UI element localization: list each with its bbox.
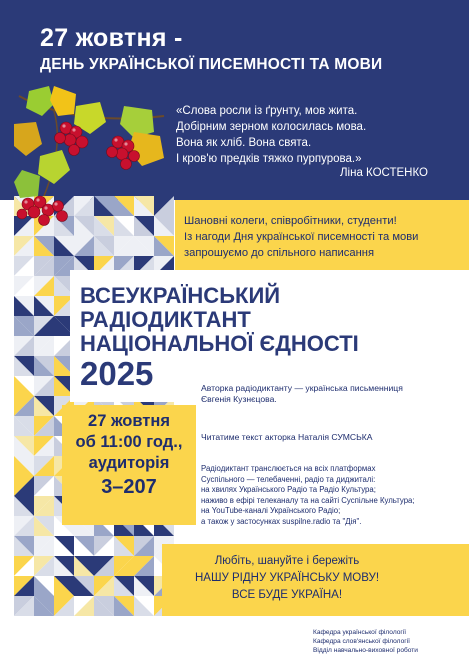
invitation-text (184, 213, 464, 261)
quote-line: Вона як хліб. Вона свята. (176, 137, 312, 149)
headline-year: 2025 (80, 355, 154, 392)
day-title: ДЕНЬ УКРАЇНСЬКОЇ ПИСЕМНОСТІ ТА МОВИ (40, 56, 383, 73)
organizer-line: Кафедра слов'янської філології (313, 638, 410, 645)
invitation-line: Із нагоди Дня української писемності та мови (184, 231, 419, 243)
viburnum-branch-decoration (14, 86, 174, 236)
invitation-line: запрошуємо до спільного написання (184, 247, 375, 259)
quote-line: Добірним зерном колосилась мова. (176, 121, 367, 133)
invitation-line: Шановні колеги, співробітники, студенти! (184, 215, 397, 227)
dictation-reader: Читатиме текст акторка Наталія СУМСЬКА (201, 432, 373, 442)
headline-line: ВСЕУКРАЇНСЬКИЙ (80, 283, 281, 308)
organizers (313, 628, 463, 655)
broadcast-line: Радіодиктант транслюється на всіх платформах (201, 464, 376, 473)
broadcast-info (201, 464, 463, 527)
author-line: Авторка радіодиктанту — українська письменниця (201, 383, 403, 393)
broadcast-line: а також у застосунках suspilne.radio та "Дія". (201, 516, 362, 526)
quote-author: Ліна КОСТЕНКО (340, 167, 428, 179)
poem-quote (176, 103, 456, 167)
author-line: Євгенія Кузнєцова. (201, 394, 277, 404)
event-time: об 11:00 год., (75, 433, 183, 451)
closing-line: НАШУ РІДНУ УКРАЇНСЬКУ МОВУ! (194, 572, 380, 584)
broadcast-line: наживо в ефірі телеканалу та на сайті Суспільне Культура; (201, 495, 415, 505)
broadcast-line: на хвилях Українського Радіо та Радіо Культура; (201, 485, 376, 494)
dictation-author (201, 383, 463, 405)
event-room-label: аудиторія (88, 454, 170, 472)
date-title: 27 жовтня - (40, 24, 183, 52)
headline-line: РАДІОДИКТАНТ (80, 307, 251, 332)
closing-text (162, 553, 412, 604)
headline (80, 284, 410, 392)
quote-line: «Слова росли із ґрунту, мов жита. (176, 105, 358, 117)
headline-line: НАЦІОНАЛЬНОЇ ЄДНОСТІ (80, 331, 359, 356)
organizer-line: Кафедра української філології (313, 629, 407, 636)
broadcast-line: Суспільного — телебаченні, радіо та диджиталі: (201, 474, 376, 484)
closing-line: Любіть, шануйте і бережіть (214, 555, 360, 567)
closing-line: ВСЕ БУДЕ УКРАЇНА! (231, 589, 343, 601)
broadcast-line: на YouTube-каналі Українського Радіо; (201, 506, 341, 515)
organizer-line: Відділ навчально-виховної роботи (313, 647, 418, 654)
event-date: 27 жовтня (88, 412, 170, 430)
event-room: 3–207 (101, 476, 157, 498)
event-info (62, 411, 196, 500)
quote-line: І кров'ю предків тяжко пурпурова.» (176, 153, 362, 165)
